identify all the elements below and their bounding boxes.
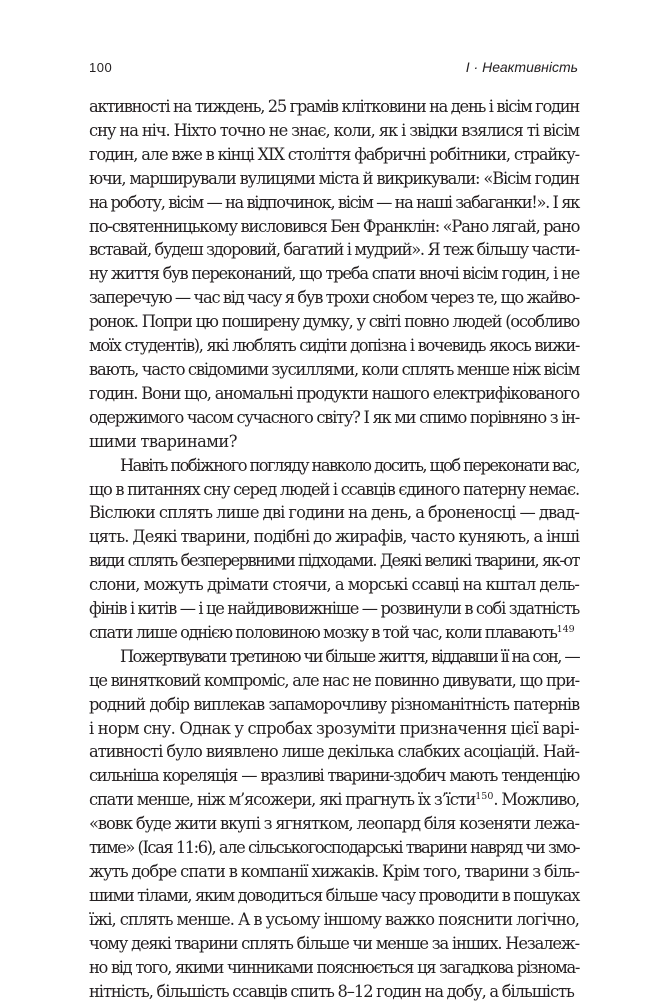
text-line xyxy=(89,119,579,143)
line-text: цять. Деякі тварини, подібні до жирафів, часто куняють, а інші xyxy=(89,527,580,547)
text-line xyxy=(89,812,579,836)
running-head: I · Неактивність xyxy=(465,59,578,75)
text-line xyxy=(89,358,579,382)
line-text: шими тілами, яким доводиться більше часу проводити в пошуках xyxy=(89,885,579,905)
text-line xyxy=(89,860,579,884)
text-line xyxy=(89,478,579,502)
text-line xyxy=(89,669,579,693)
line-text: Пожертвувати третиною чи більше життя, віддавши її на сон, — xyxy=(120,646,579,666)
text-line xyxy=(89,693,579,717)
line-text: слони, можуть дрімати стоячи, а морські ссавці на кштал дель- xyxy=(89,575,579,595)
paragraph xyxy=(89,95,579,454)
text-line xyxy=(89,215,579,239)
line-text: по-святенницькому висловився Бен Франклін: «Рано лягай, рано xyxy=(89,216,580,236)
line-text: моїх студентів), які люблять сидіти допізна і вочевидь якось вижи- xyxy=(89,336,579,356)
footnote-reference[interactable]: 150 xyxy=(475,791,494,803)
line-text: вають, часто свідомими зусиллями, коли сплять менше ніж вісім xyxy=(89,359,580,379)
line-text: вставай, будеш здоровий, багатий і мудрий». Я теж більшу части- xyxy=(89,240,579,260)
line-text: но від того, якими чинниками пояснюється ця загадкова різнома- xyxy=(89,957,579,977)
text-line xyxy=(89,884,579,908)
paragraph xyxy=(89,645,579,1003)
line-text: ючи, марширували вулицями міста й викрикували: «Вісім годин xyxy=(89,168,579,188)
line-text: нітність, більшість ссавців спить 8–12 годин на добу, а більшість xyxy=(89,981,574,1001)
text-line xyxy=(89,334,579,358)
text-line xyxy=(89,573,579,597)
footnote-reference[interactable]: 149 xyxy=(556,623,575,635)
text-line xyxy=(89,836,579,860)
text-line xyxy=(89,310,579,334)
paragraph xyxy=(89,454,579,645)
text-line xyxy=(89,191,579,215)
text-line xyxy=(89,238,579,262)
text-line xyxy=(89,932,579,956)
line-text: шими тваринами? xyxy=(89,431,237,451)
text-line xyxy=(89,167,579,191)
text-line xyxy=(89,143,579,167)
text-line xyxy=(89,95,579,119)
text-line xyxy=(89,764,579,788)
line-text: спати менше, ніж м’ясожери, які прагнуть їх з’їсти xyxy=(89,790,476,810)
body-text xyxy=(89,95,579,1003)
line-text: одержимого часом сучасного світу? І як ми спимо порівняно з ін- xyxy=(89,407,579,427)
text-line xyxy=(89,740,579,764)
line-text: і норм сну. Однак у спробах зрозуміти призначення цієї варі- xyxy=(89,718,579,738)
text-line xyxy=(89,406,579,430)
line-text: Віслюки сплять лише дві години на день, а броненосці — двад- xyxy=(89,503,579,523)
text-line xyxy=(89,262,579,286)
line-text: жуть добре спати в компанії хижаків. Крім того, тварини з біль- xyxy=(89,862,579,881)
line-text: ативності було виявлено лише декілька слабких асоціацій. Най- xyxy=(89,742,579,762)
text-line xyxy=(89,717,579,741)
line-text: «вовк буде жити вкупі з ягнятком, леопард біля козеняти лежа- xyxy=(89,814,579,834)
line-text: годин. Вони що, аномальні продукти нашого електрифікованого xyxy=(89,383,579,403)
line-text: їжі, сплять менше. А в усьому іншому важко пояснити логічно, xyxy=(89,909,579,929)
page-number: 100 xyxy=(89,60,113,75)
text-line xyxy=(89,788,579,812)
text-line xyxy=(89,430,579,454)
line-text: ну життя був переконаний, що треба спати вночі вісім годин, і не xyxy=(89,264,579,284)
line-text-after-note: . Можливо, xyxy=(493,790,579,810)
text-line xyxy=(89,286,579,310)
text-line xyxy=(89,908,579,932)
text-line xyxy=(89,525,579,549)
text-line xyxy=(89,980,579,1003)
text-line xyxy=(89,621,579,645)
line-text: годин, але вже в кінці XIX століття фабричні робітники, страйку- xyxy=(89,144,579,164)
text-line xyxy=(89,597,579,621)
line-text: фінів і китів — і це найдивовижніше — розвинули в собі здатність xyxy=(89,599,580,619)
text-line xyxy=(89,956,579,980)
text-line xyxy=(89,645,579,669)
text-line xyxy=(89,549,579,573)
line-text: на роботу, вісім — на відпочинок, вісім — на наші забаганки!». І як xyxy=(89,192,579,212)
line-text: сильніша кореляція — вразливі тварини-здобич мають тенденцію xyxy=(89,766,579,786)
line-text: сну на ніч. Ніхто точно не знає, коли, як і звідки взялися ті вісім xyxy=(89,120,579,140)
text-line xyxy=(89,501,579,525)
text-line xyxy=(89,454,579,478)
line-text: ронок. Попри цю поширену думку, у світі повно людей (особливо xyxy=(89,312,579,332)
line-text: що в питаннях сну серед людей і ссавців єдиного патерну немає. xyxy=(89,479,579,499)
line-text: чому деякі тварини сплять більше чи менше за інших. Незалеж- xyxy=(89,933,579,953)
line-text: спати лише однією половиною мозку в той час, коли плавають xyxy=(89,622,557,642)
line-text: види сплять безперервними підходами. Деякі великі тварини, як-от xyxy=(89,551,579,571)
text-line xyxy=(89,382,579,406)
line-text: Навіть побіжного погляду навколо досить, щоб переконати вас, xyxy=(120,455,579,475)
line-text: активності на тиждень, 25 грамів клітковини на день і вісім годин xyxy=(89,97,579,116)
line-text: родний добір виплекав запаморочливу різноманітність патернів xyxy=(89,694,579,714)
line-text: заперечую — час від часу я був трохи снобом через те, що жайво- xyxy=(89,288,579,308)
line-text: це винятковий компроміс, але нас не повинно дивувати, що при- xyxy=(89,670,579,690)
line-text: тиме» (Ісая 11:6), але сільськогосподарські тварини навряд чи змо- xyxy=(89,838,579,858)
